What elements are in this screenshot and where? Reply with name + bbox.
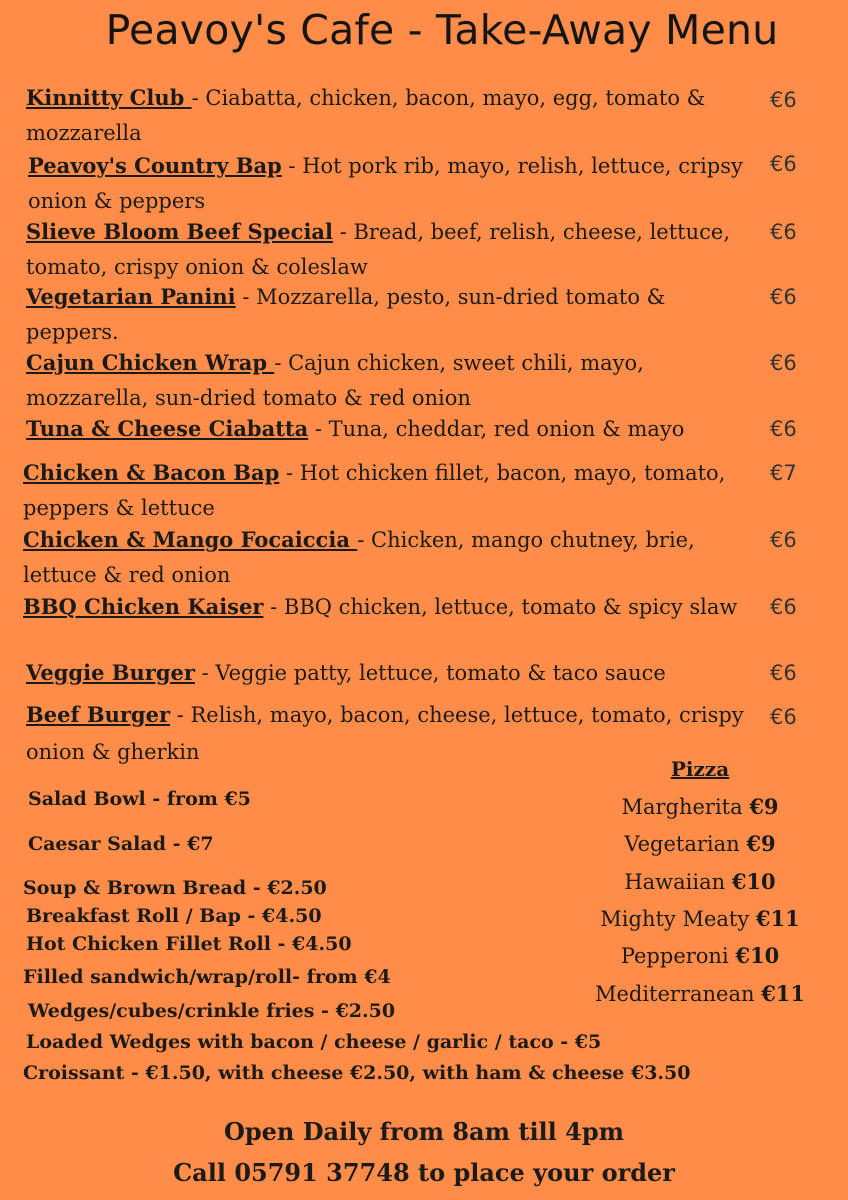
extra-item: Hot Chicken Fillet Roll - €4.50 [26, 933, 352, 955]
item-price: €6 [770, 88, 797, 112]
item-description: - Ciabatta, chicken, bacon, mayo, egg, tomato & mozzarella [26, 86, 706, 145]
pizza-item [575, 940, 825, 972]
pizza-name: Mediterranean [594, 982, 762, 1006]
item-price: €6 [770, 595, 797, 619]
opening-hours: Open Daily from 8am till 4pm [223, 1117, 625, 1146]
pizza-name: Hawaiian [624, 870, 732, 894]
menu-item [23, 522, 758, 593]
item-name: Kinnitty Club [26, 85, 192, 110]
item-description: - Chicken, mango chutney, brie, lettuce & red onion [23, 528, 695, 587]
pizza-name: Margherita [621, 795, 750, 819]
item-name: Chicken & Mango Focaiccia [23, 527, 358, 552]
item-price: €6 [770, 528, 797, 552]
item-description: - Hot chicken fillet, bacon, mayo, tomato, peppers & lettuce [23, 461, 726, 520]
item-description: - Relish, mayo, bacon, cheese, lettuce, tomato, crispy onion & gherkin [26, 703, 744, 764]
pizza-price: €9 [746, 831, 776, 856]
pizza-price: €9 [749, 794, 779, 819]
item-price: €6 [770, 705, 797, 729]
menu-item [26, 279, 761, 350]
menu-item [23, 455, 758, 526]
call-to-order: Call 05791 37748 to place your order [173, 1158, 675, 1187]
item-description: - BBQ chicken, lettuce, tomato & spicy slaw [263, 595, 738, 619]
item-name: Vegetarian Panini [26, 284, 236, 309]
item-name: Slieve Bloom Beef Special [26, 219, 334, 244]
item-price: €7 [770, 461, 797, 485]
item-description: - Cajun chicken, sweet chili, mayo, mozzarella, sun-dried tomato & red onion [26, 351, 644, 410]
item-price: €6 [770, 351, 797, 375]
menu-item [28, 148, 763, 219]
item-name: Veggie Burger [26, 660, 195, 685]
pizza-price: €11 [755, 906, 800, 931]
pizza-heading: Pizza [670, 757, 730, 781]
item-name: Beef Burger [26, 702, 171, 727]
menu-title: Peavoy's Cafe - Take-Away Menu [105, 6, 779, 54]
menu-item [26, 214, 761, 285]
extra-item: Breakfast Roll / Bap - €4.50 [26, 905, 322, 927]
menu-item [26, 80, 761, 151]
extra-item: Soup & Brown Bread - €2.50 [23, 877, 327, 899]
pizza-price: €10 [735, 943, 780, 968]
item-name: BBQ Chicken Kaiser [23, 594, 264, 619]
item-name: Chicken & Bacon Bap [23, 460, 280, 485]
menu-item [26, 655, 761, 691]
pizza-item [575, 978, 825, 1010]
item-description: - Hot pork rib, mayo, relish, lettuce, cripsy onion & peppers [28, 154, 743, 213]
item-description: - Veggie patty, lettuce, tomato & taco sauce [194, 661, 666, 685]
item-name: Peavoy's Country Bap [28, 153, 282, 178]
extra-item: Salad Bowl - from €5 [28, 788, 251, 810]
item-price: €6 [770, 285, 797, 309]
extra-item: Filled sandwich/wrap/roll- from €4 [23, 966, 391, 988]
pizza-item [575, 903, 825, 935]
item-name: Tuna & Cheese Ciabatta [26, 416, 309, 441]
item-price: €6 [770, 661, 797, 685]
menu-item [26, 345, 761, 416]
item-price: €6 [770, 152, 797, 176]
item-description: - Mozzarella, pesto, sun-dried tomato & peppers. [26, 285, 666, 344]
pizza-price: €10 [731, 869, 776, 894]
pizza-name: Mighty Meaty [600, 907, 756, 931]
item-description: - Tuna, cheddar, red onion & mayo [308, 417, 685, 441]
pizza-name: Pepperoni [620, 944, 736, 968]
pizza-price: €11 [761, 981, 806, 1006]
item-price: €6 [770, 417, 797, 441]
menu-item [23, 589, 758, 625]
menu-item [26, 411, 761, 447]
item-price: €6 [770, 220, 797, 244]
item-description: - Bread, beef, relish, cheese, lettuce, tomato, crispy onion & coleslaw [26, 220, 731, 279]
extra-item: Croissant - €1.50, with cheese €2.50, with ham & cheese €3.50 [23, 1062, 691, 1084]
pizza-name: Vegetarian [624, 832, 747, 856]
extra-item: Caesar Salad - €7 [28, 833, 214, 855]
pizza-item [575, 866, 825, 898]
pizza-item [575, 828, 825, 860]
extra-item: Wedges/cubes/crinkle fries - €2.50 [28, 1000, 396, 1022]
extra-item: Loaded Wedges with bacon / cheese / garlic / taco - €5 [26, 1031, 602, 1053]
item-name: Cajun Chicken Wrap [26, 350, 275, 375]
pizza-item [575, 791, 825, 823]
